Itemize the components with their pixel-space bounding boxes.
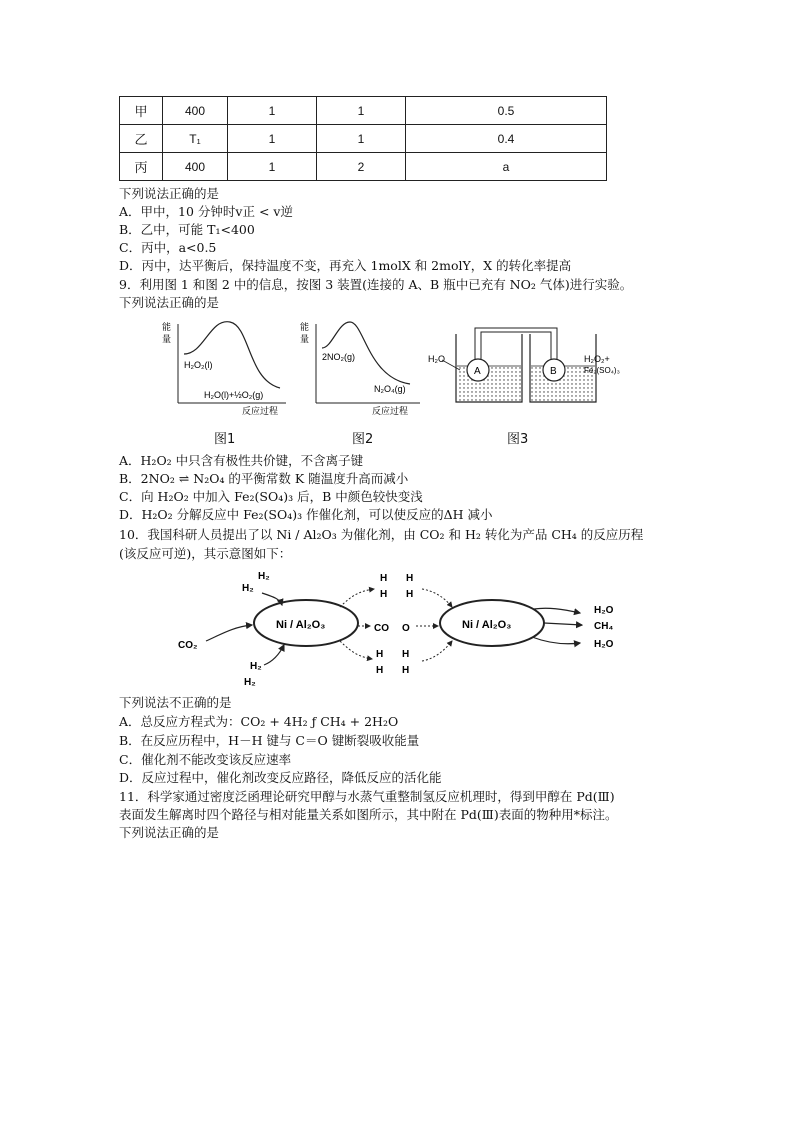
cell-result: 0.5 bbox=[406, 97, 607, 125]
cell-c2: 1 bbox=[317, 97, 406, 125]
table-row bbox=[120, 153, 607, 181]
cell-temp: 400 bbox=[163, 153, 228, 181]
flask-b-label: B bbox=[550, 366, 557, 377]
q10-option-a: A．总反应方程式为：CO₂ + 4H₂ ƒ CH₄ + 2H₂O bbox=[119, 714, 399, 729]
o-intermediate: O bbox=[402, 623, 410, 634]
q10-prompt: 下列说法不正确的是 bbox=[119, 695, 232, 710]
figure-1-energy-diagram bbox=[160, 318, 290, 418]
q10-stem-line1: 10．我国科研人员提出了以 Ni / Al₂O₃ 为催化剂，由 CO₂ 和 H₂ 转化为产品 CH₄ 的反应历程 bbox=[119, 527, 644, 542]
fig2-start-label: 2NO₂(g) bbox=[322, 352, 355, 362]
cell-name: 乙 bbox=[120, 125, 163, 153]
fig2-end-label: N₂O₄(g) bbox=[374, 384, 406, 394]
cell-name: 丙 bbox=[120, 153, 163, 181]
h-atom: H bbox=[376, 665, 384, 676]
fig1-xlabel: 反应过程 bbox=[242, 406, 279, 416]
h2o-output-bottom: H₂O bbox=[594, 639, 614, 650]
fig1-ylabel-1: 能 bbox=[162, 322, 172, 332]
q8-option-b: B．乙中，可能 T₁<400 bbox=[119, 222, 255, 237]
cell-c2: 1 bbox=[317, 125, 406, 153]
h-atom: H bbox=[376, 649, 384, 660]
q8-option-c: C．丙中，a<0.5 bbox=[119, 240, 217, 255]
q9-option-c: C．向 H₂O₂ 中加入 Fe₂(SO₄)₃ 后，B 中颜色较快变浅 bbox=[119, 489, 423, 504]
ch4-output: CH₄ bbox=[594, 621, 614, 632]
fig2-ylabel-1: 能 bbox=[300, 322, 310, 332]
q8-prompt: 下列说法正确的是 bbox=[119, 186, 220, 201]
h-atom: H bbox=[402, 649, 410, 660]
h2o-output-top: H₂O bbox=[594, 605, 614, 616]
cell-temp: 400 bbox=[163, 97, 228, 125]
experiment-table bbox=[119, 96, 607, 181]
q11-stem-line2: 表面发生解离时四个路径与相对能量关系如图所示，其中附在 Pd(Ⅲ)表面的物种用*标注。 bbox=[119, 807, 618, 822]
h2-input-bottom-b: H₂ bbox=[244, 677, 256, 688]
figure-1-caption: 图1 bbox=[214, 432, 236, 447]
fig1-end-label: H₂O(l)+½O₂(g) bbox=[204, 390, 264, 400]
q9-option-a: A．H₂O₂ 中只含有极性共价键，不含离子键 bbox=[119, 453, 364, 468]
right-reagent-label-1: H₂O₂+ bbox=[584, 354, 610, 364]
catalyst-right-label: Ni / Al₂O₃ bbox=[462, 619, 512, 631]
q10-option-d: D．反应过程中，催化剂改变反应路径，降低反应的活化能 bbox=[119, 770, 442, 785]
q10-stem-line2: (该反应可逆)，其示意图如下： bbox=[119, 546, 292, 561]
q9-stem-line1: 9．利用图 1 和图 2 中的信息，按图 3 装置(连接的 A、B 瓶中已充有 NO₂ 气体)进行实验。 bbox=[119, 277, 633, 292]
left-reagent-label: H₂O bbox=[428, 354, 445, 364]
q11-stem-line1: 11．科学家通过密度泛函理论研究甲醇与水蒸气重整制氢反应机理时，得到甲醇在 Pd(Ⅲ) bbox=[119, 789, 615, 804]
h-atom: H bbox=[406, 589, 414, 600]
fig1-energy-curve bbox=[184, 322, 280, 388]
q9-option-b: B．2NO₂ ⇌ N₂O₄ 的平衡常数 K 随温度升高而减小 bbox=[119, 471, 409, 486]
figure-3-apparatus bbox=[422, 322, 622, 408]
cell-c2: 2 bbox=[317, 153, 406, 181]
q10-option-c: C．催化剂不能改变该反应速率 bbox=[119, 752, 292, 767]
right-reagent-label-2: Fe₂(SO₄)₃ bbox=[584, 366, 620, 375]
co2-input: CO₂ bbox=[178, 640, 198, 651]
q9-option-d: D．H₂O₂ 分解反应中 Fe₂(SO₄)₃ 作催化剂，可以使反应的ΔH 减小 bbox=[119, 507, 493, 522]
fig2-ylabel-2: 量 bbox=[300, 334, 310, 344]
reaction-mechanism-diagram bbox=[170, 565, 630, 691]
co-intermediate: CO bbox=[374, 623, 389, 634]
figure-3-caption: 图3 bbox=[507, 432, 529, 447]
fig1-ylabel-2: 量 bbox=[162, 334, 172, 344]
table-row bbox=[120, 125, 607, 153]
figure-2-caption: 图2 bbox=[352, 432, 374, 447]
fig2-xlabel: 反应过程 bbox=[372, 406, 409, 416]
q11-stem-line3: 下列说法正确的是 bbox=[119, 825, 220, 840]
q10-option-b: B．在反应历程中，H－H 键与 C＝O 键断裂吸收能量 bbox=[119, 733, 420, 748]
cell-result: a bbox=[406, 153, 607, 181]
h-atom: H bbox=[402, 665, 410, 676]
cell-result: 0.4 bbox=[406, 125, 607, 153]
q8-option-a: A．甲中，10 分钟时v正 < v逆 bbox=[119, 204, 293, 219]
h-atom: H bbox=[380, 589, 388, 600]
h-atom: H bbox=[406, 573, 414, 584]
q9-stem-line2: 下列说法正确的是 bbox=[119, 295, 220, 310]
cell-c1: 1 bbox=[228, 153, 317, 181]
cell-temp: T₁ bbox=[163, 125, 228, 153]
h-atom: H bbox=[380, 573, 388, 584]
q8-option-d: D．丙中，达平衡后，保持温度不变，再充入 1molX 和 2molY，X 的转化率提高 bbox=[119, 258, 572, 273]
catalyst-left-label: Ni / Al₂O₃ bbox=[276, 619, 326, 631]
cell-c1: 1 bbox=[228, 97, 317, 125]
connecting-tube bbox=[475, 328, 557, 359]
flask-a-label: A bbox=[474, 366, 481, 377]
fig1-start-label: H₂O₂(l) bbox=[184, 360, 213, 370]
cell-name: 甲 bbox=[120, 97, 163, 125]
figure-2-energy-diagram bbox=[298, 318, 423, 418]
h2-input-bottom-a: H₂ bbox=[250, 661, 262, 672]
h2-input-top-a: H₂ bbox=[258, 571, 270, 582]
cell-c1: 1 bbox=[228, 125, 317, 153]
table-row bbox=[120, 97, 607, 125]
h2-input-top-b: H₂ bbox=[242, 583, 254, 594]
